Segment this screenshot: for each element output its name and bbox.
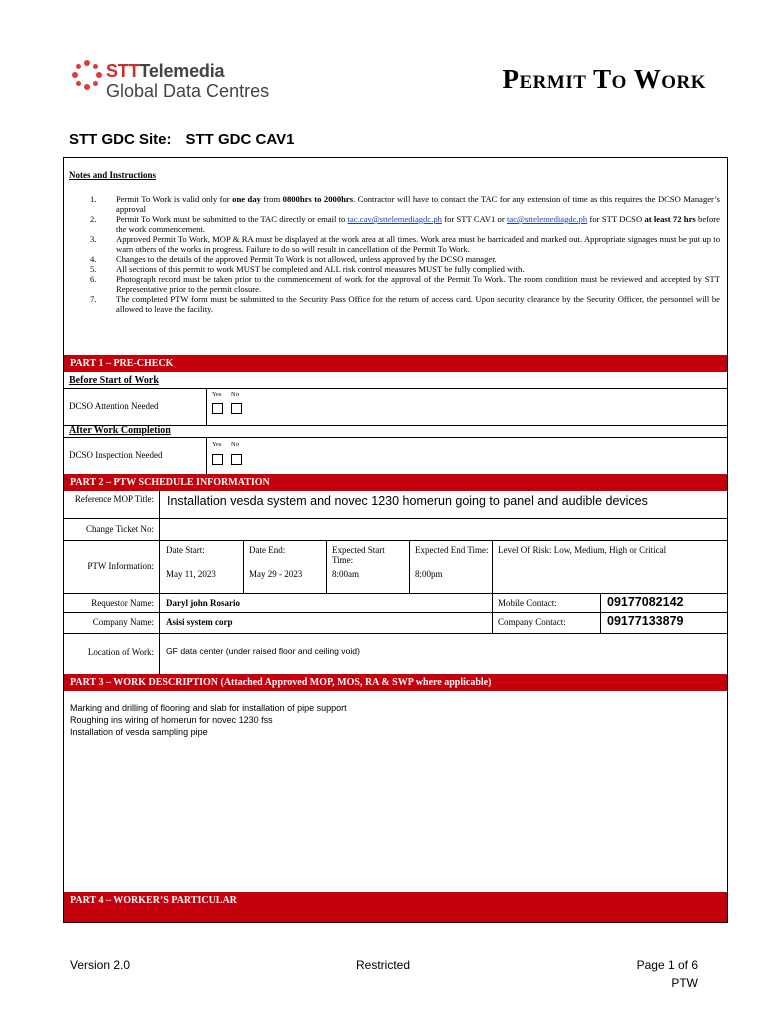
expected-start-value[interactable]: 8:00am: [332, 569, 359, 579]
footer-classification: Restricted: [356, 958, 411, 972]
divider: [409, 540, 410, 593]
logo-brand: STTTelemedia: [106, 61, 225, 81]
email-link-tac[interactable]: tac@sttelemediagdc.ph: [507, 214, 588, 224]
inspection-yes-checkbox[interactable]: [212, 454, 223, 465]
ref-mop-value[interactable]: Installation vesda system and novec 1230 homerun going to panel and audible devices: [167, 494, 648, 508]
site-label: STT GDC Site:: [69, 131, 172, 148]
divider: [64, 437, 727, 438]
description-line: Marking and drilling of flooring and slab for installation of pipe support: [70, 703, 347, 713]
before-start-title: Before Start of Work: [69, 375, 159, 386]
description-line: Roughing ins wiring of homerun for novec 1230 fss: [70, 715, 273, 725]
mobile-contact-value[interactable]: 09177082142: [607, 595, 684, 609]
site-line: [69, 131, 294, 148]
logo-subtitle: Global Data Centres: [106, 81, 270, 101]
divider: [206, 388, 207, 425]
stt-logo-icon: [70, 58, 104, 92]
divider: [492, 540, 493, 593]
company-label: Company Name:: [92, 617, 154, 627]
location-value[interactable]: GF data center (under raised floor and ceiling void): [166, 646, 360, 656]
footer-page: Page 1 of 6: [636, 958, 698, 972]
ptw-info-label: PTW Information:: [87, 561, 154, 571]
description-line: Installation of vesda sampling pipe: [70, 727, 208, 737]
yes-label: Yes: [212, 441, 222, 448]
dcso-attention-label: DCSO Attention Needed: [69, 401, 159, 411]
divider: [64, 540, 727, 541]
no-label: No: [231, 391, 239, 398]
expected-start-label: Expected Start Time:: [332, 545, 385, 565]
date-end-value[interactable]: May 29 - 2023: [249, 569, 303, 579]
note-item: 6. Photograph record must be taken prior to the commencement of work for the approval of the Permit To Work. The room condition must be reviewed and accepted by STT Representative prior to the permit closure.: [90, 274, 720, 294]
note-item: 2. Permit To Work must be submitted to the TAC directly or email to tac.cav@sttelemediagdc.ph for STT CAV1 or tac@sttelemediagdc.ph for STT DCSO at least 72 hrs before the work commencement.: [90, 214, 720, 234]
mobile-contact-label: Mobile Contact:: [498, 598, 557, 608]
email-link-cav[interactable]: tac.cav@sttelemediagdc.ph: [347, 214, 442, 224]
notes-list: [90, 194, 720, 314]
dcso-inspection-label: DCSO Inspection Needed: [69, 450, 163, 460]
footer-doc: PTW: [671, 976, 698, 990]
divider: [64, 388, 727, 389]
attention-yes-checkbox[interactable]: [212, 403, 223, 414]
divider: [206, 437, 207, 474]
part1-heading: PART 1 – PRE-CHECK: [64, 355, 727, 372]
date-start-label: Date Start:: [166, 545, 205, 555]
page-title: Permit To Work: [502, 64, 706, 94]
note-item: 5. All sections of this permit to work MUST be completed and ALL risk control measures MUST be fully complied with.: [90, 264, 525, 274]
divider: [64, 593, 727, 594]
risk-level-label[interactable]: Level Of Risk: Low, Medium, High or Critical: [498, 545, 667, 555]
attention-no-checkbox[interactable]: [231, 403, 242, 414]
note-item: 4. Changes to the details of the approved Permit To Work is not allowed, unless approved by the DCSO manager.: [90, 254, 497, 264]
part4-heading: PART 4 – WORKER’S PARTICULAR: [64, 892, 727, 922]
company-value[interactable]: Asisi system corp: [166, 617, 233, 627]
divider: [64, 518, 727, 519]
inspection-no-checkbox[interactable]: [231, 454, 242, 465]
work-description[interactable]: [70, 702, 347, 738]
ref-mop-label: Reference MOP Title:: [74, 494, 154, 504]
note-item: 1. Permit To Work is valid only for one day from 0800hrs to 2000hrs. Contractor will have to contact the TAC for any extension of time as this requires the DCSO Manager’s approval: [90, 194, 720, 214]
yes-label: Yes: [212, 391, 222, 398]
divider: [492, 593, 493, 633]
change-ticket-label: Change Ticket No:: [85, 524, 154, 534]
date-start-value[interactable]: May 11, 2023: [166, 569, 216, 579]
requestor-label: Requestor Name:: [91, 598, 154, 608]
divider: [64, 633, 727, 634]
notes-title: Notes and Instructions: [69, 170, 157, 180]
after-work-title: After Work Completion: [69, 425, 171, 436]
date-end-label: Date End:: [249, 545, 286, 555]
divider: [243, 540, 244, 593]
expected-end-value[interactable]: 8:00pm: [415, 569, 443, 579]
company-contact-value[interactable]: 09177133879: [607, 614, 684, 628]
location-label: Location of Work:: [87, 647, 154, 657]
footer-version: Version 2.0: [70, 958, 131, 972]
divider: [600, 593, 601, 633]
requestor-value[interactable]: Daryl john Rosario: [166, 598, 240, 608]
note-item: 7. The completed PTW form must be submitted to the Security Pass Office for the return of access card. Upon security clearance by the Security Officer, the personnel will be allowed to leave the facility.: [90, 294, 720, 314]
expected-end-label: Expected End Time:: [415, 545, 489, 555]
note-item: 3. Approved Permit To Work, MOP & RA must be displayed at the work area at all times. Work area must be barricaded and marked out. Appropriate signages must be put up to warn others of the works in progress. Failure to do so will result in cancellation of the Permit To Work.: [90, 234, 720, 254]
site-value: STT GDC CAV1: [185, 131, 295, 148]
divider: [326, 540, 327, 593]
part3-heading: PART 3 – WORK DESCRIPTION (Attached Approved MOP, MOS, RA & SWP where applicable): [64, 674, 727, 691]
company-contact-label: Company Contact:: [498, 617, 566, 627]
part2-heading: PART 2 – PTW SCHEDULE INFORMATION: [64, 474, 727, 491]
no-label: No: [231, 441, 239, 448]
divider: [64, 612, 727, 613]
